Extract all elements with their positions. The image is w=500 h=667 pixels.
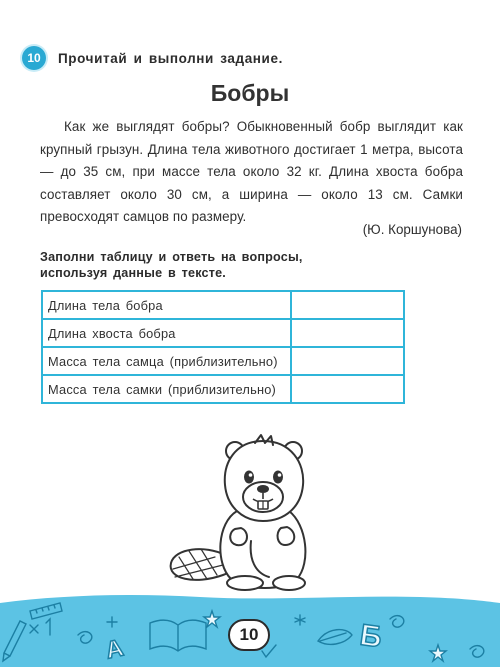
row-label: Длина хвоста бобра <box>42 319 291 347</box>
beaver-eye-left <box>244 471 254 484</box>
instruction-line-2: используя данные в тексте. <box>40 266 226 280</box>
beaver-paw-left <box>230 528 247 545</box>
beaver-foot-right <box>273 576 305 590</box>
row-label: Масса тела самца (приблизительно) <box>42 347 291 375</box>
table-row <box>42 319 404 347</box>
story-author: (Ю. Коршунова) <box>362 222 462 237</box>
answer-cell[interactable] <box>291 347 404 375</box>
table-row <box>42 291 404 319</box>
task-title: Прочитай и выполни задание. <box>58 50 283 66</box>
footer-letter-a: А <box>103 634 126 665</box>
page-number: 10 <box>228 619 270 651</box>
table-row <box>42 375 404 403</box>
story-text: Как же выглядят бобры? Обыкновенный бобр выглядит как крупный грызун. Длина тела животного достигает 1 метра, высота — до 35 см, при массе тела около 32 кг. Длина хвоста бобра составляет около 30 см, а ширина — около 13 см. Самки превосходят самцов по размеру. <box>40 119 463 224</box>
table-instruction <box>40 249 303 281</box>
beaver-paw-right <box>278 527 295 545</box>
row-label: Длина тела бобра <box>42 291 291 319</box>
answer-cell[interactable] <box>291 375 404 403</box>
task-header <box>22 46 283 70</box>
beaver-foot-left <box>227 576 263 590</box>
answer-cell[interactable] <box>291 291 404 319</box>
task-number-badge: 10 <box>22 46 46 70</box>
table-row <box>42 347 404 375</box>
instruction-line-1: Заполни таблицу и ответь на вопросы, <box>40 250 303 264</box>
beaver-data-table <box>41 290 405 404</box>
answer-cell[interactable] <box>291 319 404 347</box>
beaver-nose <box>257 485 269 493</box>
beaver-eye-right <box>273 471 283 484</box>
beaver-illustration <box>165 433 335 593</box>
footer-letter-b: Б <box>357 618 384 655</box>
row-label: Масса тела самки (приблизительно) <box>42 375 291 403</box>
story-title: Бобры <box>210 80 290 106</box>
